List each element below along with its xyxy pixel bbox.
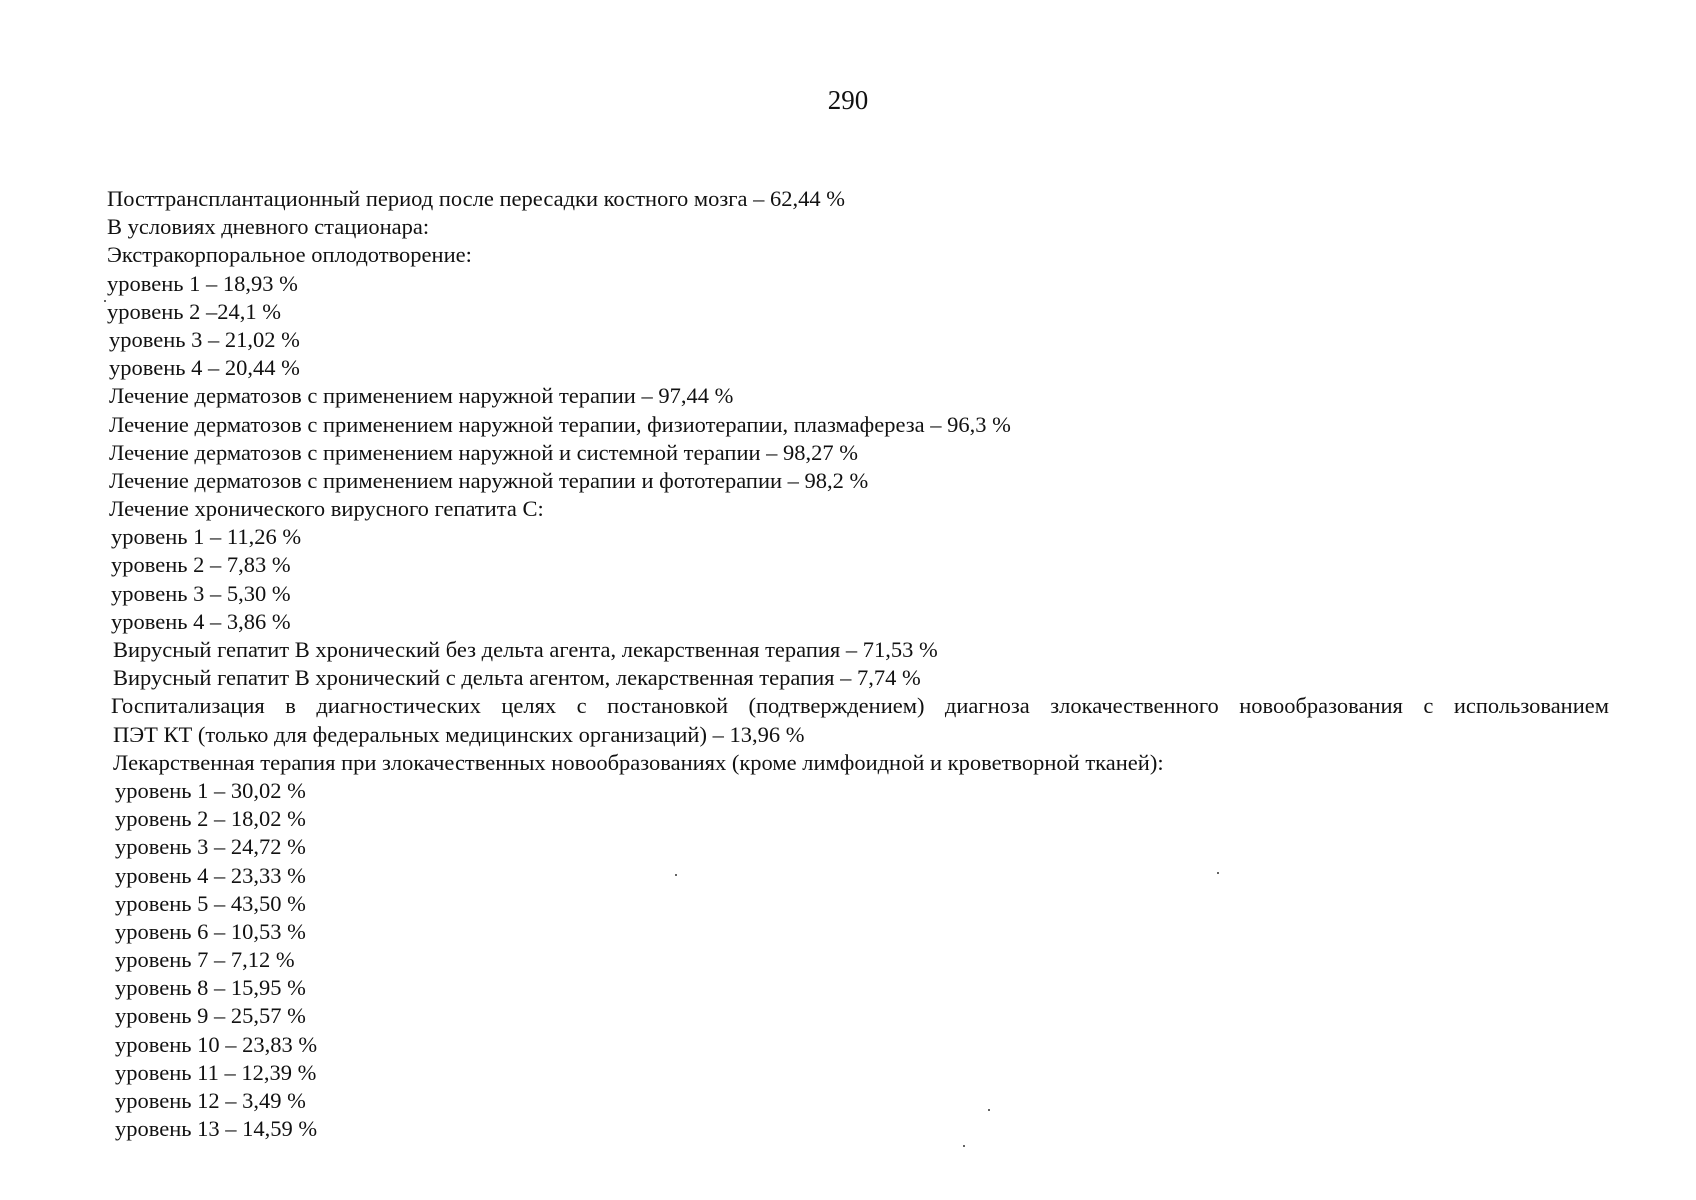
text-line: Посттрансплантационный период после пересадки костного мозга – 62,44 % [107, 186, 845, 211]
text-line: уровень 5 – 43,50 % [115, 890, 306, 916]
text-line: Лечение дерматозов с применением наружной терапии и фототерапии – 98,2 % [109, 467, 869, 493]
scan-speck [675, 874, 677, 876]
text-line: уровень 3 – 24,72 % [115, 834, 306, 860]
text-line: уровень 1 – 18,93 % [107, 270, 298, 296]
page-number: 290 [827, 85, 869, 115]
text-line: уровень 4 – 23,33 % [115, 862, 306, 888]
text-line: Лечение дерматозов с применением наружной и системной терапии – 98,27 % [109, 439, 859, 465]
text-line: Лекарственная терапия при злокачественных новообразованиях (кроме лимфоидной и кроветворной тканей): [113, 749, 1164, 775]
text-line: уровень 2 – 7,83 % [111, 552, 291, 578]
text-line: уровень 7 – 7,12 % [115, 947, 295, 973]
text-line: уровень 3 – 21,02 % [109, 326, 300, 352]
text-line: уровень 10 – 23,83 % [115, 1031, 318, 1057]
text-line: Лечение дерматозов с применением наружной терапии – 97,44 % [109, 383, 734, 409]
text-line: уровень 2 – 18,02 % [115, 806, 306, 832]
text-line: уровень 2 –24,1 % [107, 298, 282, 324]
text-line: уровень 8 – 15,95 % [115, 975, 306, 1001]
document-body [107, 185, 1612, 1143]
scan-speck [988, 1109, 990, 1111]
text-line: Вирусный гепатит В хронический без дельта агента, лекарственная терапия – 71,53 % [113, 637, 938, 662]
text-line: уровень 1 – 30,02 % [115, 777, 306, 803]
scan-speck [963, 1145, 965, 1147]
text-line: уровень 4 – 3,86 % [111, 608, 291, 634]
text-line: Вирусный гепатит В хронический с дельта агентом, лекарственная терапия – 7,74 % [113, 665, 921, 691]
text-line: уровень 12 – 3,49 % [115, 1088, 306, 1113]
scan-speck [1217, 872, 1219, 874]
text-line: Лечение дерматозов с применением наружной терапии, физиотерапии, плазмафереза – 96,3 % [109, 411, 1011, 437]
text-line: уровень 9 – 25,57 % [115, 1003, 306, 1029]
scan-speck [104, 300, 106, 302]
text-line: уровень 11 – 12,39 % [115, 1059, 317, 1085]
text-line: уровень 4 – 20,44 % [109, 355, 300, 381]
text-line: В условиях дневного стационара: [107, 214, 430, 240]
text-line: Лечение хронического вирусного гепатита С: [109, 496, 544, 522]
text-line: Экстракорпоральное оплодотворение: [107, 242, 472, 268]
text-line: ПЭТ КТ (только для федеральных медицинских организаций) – 13,96 % [113, 721, 805, 747]
text-line: уровень 3 – 5,30 % [111, 580, 291, 606]
text-line: Госпитализация в диагностических целях с постановкой (подтверждением) диагноза злокачественного новообразования с использованием [111, 693, 1609, 719]
text-line: уровень 13 – 14,59 % [115, 1116, 318, 1142]
text-line: уровень 1 – 11,26 % [111, 524, 302, 550]
text-line: уровень 6 – 10,53 % [115, 918, 306, 944]
